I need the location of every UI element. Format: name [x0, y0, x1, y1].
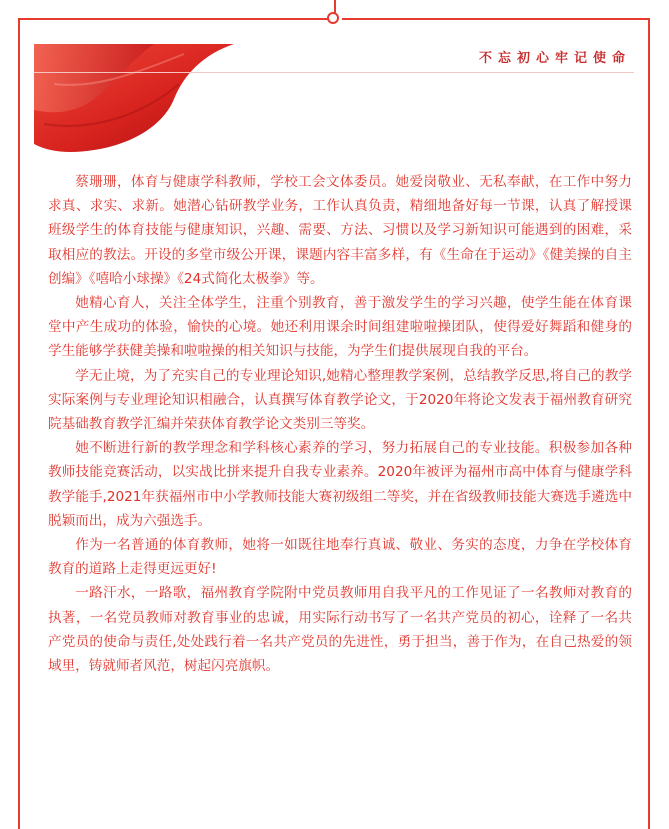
paragraph: 学无止境，为了充实自己的专业理论知识,她精心整理教学案例，总结教学反思,将自己的教学实际案例与专业理论知识相融合，认真撰写体育教学论文，于2020年将论文发表于福州教育研究院基础教育教学汇编并荣获体育教学论文类别三等奖。 [48, 367, 632, 433]
header-divider [34, 72, 634, 73]
top-ring-ornament [327, 12, 339, 24]
red-flag-decoration [34, 44, 234, 156]
article-body [48, 170, 632, 678]
frame-top-left [18, 18, 328, 20]
paragraph: 蔡珊珊，体育与健康学科教师，学校工会文体委员。她爱岗敬业、无私奉献，在工作中努力求真、求实、求新。她潜心钻研教学业务，工作认真负责，精细地备好每一节课，认真了解授课班级学生的体育技能与健康知识，兴趣、需要、方法、习惯以及学习新知识可能遇到的困难，采取相应的教法。开设的多堂市级公开课，课题内容丰富多样，有《生命在于运动》《健美操的自主创编》《嘻哈小球操》《24式简化太极拳》等。 [48, 174, 632, 287]
paragraph: 她精心育人，关注全体学生，注重个别教育，善于激发学生的学习兴趣，使学生能在体育课堂中产生成功的体验，愉快的心境。她还利用课余时间组建啦啦操团队，使得爱好舞蹈和健身的学生能够学获健美操和啦啦操的相关知识与技能，为学生们提供展现自我的平台。 [48, 295, 632, 360]
paragraph: 作为一名普通的体育教师，她将一如既往地奉行真诚、敬业、务实的态度，力争在学校体育教育的道路上走得更远更好! [48, 537, 632, 578]
paragraph: 一路汗水，一路歌，福州教育学院附中党员教师用自我平凡的工作见证了一名教师对教育的执著，一名党员教师对教育事业的忠诚，用实际行动书写了一名共产党员的初心，诠释了一名共产党员的使命与责任,处处践行着一名共产党员的先进性，勇于担当，善于作为，在自己热爱的领域里，铸就师者风范，树起闪亮旗帜。 [48, 585, 632, 675]
frame-left [18, 18, 20, 829]
paragraph: 她不断进行新的教学理念和学科核心素养的学习，努力拓展自己的专业技能。积极参加各种教师技能竞赛活动，以实战比拼来提升自我专业素养。2020年被评为福州市高中体育与健康学科教学能手,2021年获福州市中小学教师技能大赛初级组二等奖，并在省级教师技能大赛选手遴选中脱颖而出，成为六强选手。 [48, 440, 632, 529]
frame-right [648, 18, 650, 829]
header-motto: 不忘初心牢记使命 [478, 51, 631, 66]
frame-top-right [342, 18, 650, 20]
